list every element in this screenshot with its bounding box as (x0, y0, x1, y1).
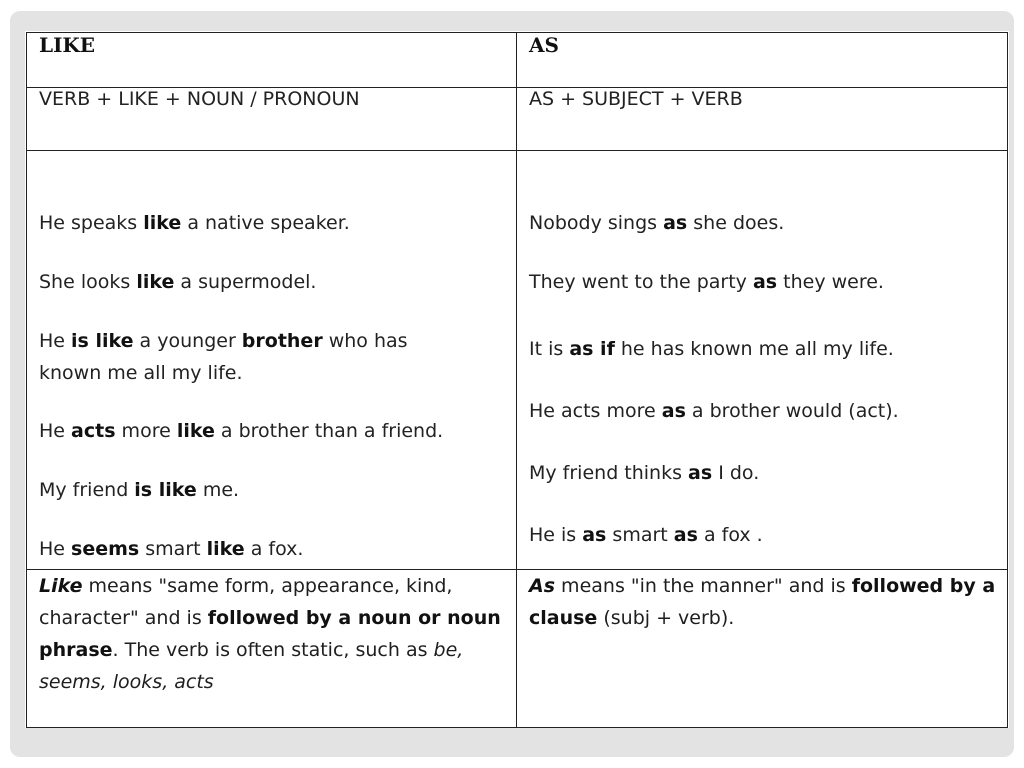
as-note: As means "in the manner" and is followed by a clause (subj + verb). (517, 570, 1008, 728)
as-example: They went to the party as they were. (529, 271, 884, 293)
as-example: Nobody sings as she does. (529, 212, 785, 234)
formula-row (27, 88, 1008, 151)
like-examples-cell (27, 151, 517, 570)
examples-row (27, 151, 1008, 570)
formula-like: VERB + LIKE + NOUN / PRONOUN (27, 88, 517, 151)
as-examples-cell (517, 151, 1008, 570)
like-note: Like means "same form, appearance, kind, character" and is followed by a noun or noun phrase. The verb is often static, such as be, seems, looks, acts (27, 570, 517, 728)
like-example: She looks like a supermodel. (39, 271, 317, 293)
like-example: He acts more like a brother than a friend. (39, 420, 444, 442)
formula-as: AS + SUBJECT + VERB (517, 88, 1008, 151)
like-example: He seems smart like a fox. (39, 538, 304, 560)
as-example: He acts more as a brother would (act). (529, 400, 899, 422)
notes-row (27, 570, 1008, 728)
header-as: AS (517, 33, 1008, 88)
as-example: It is as if he has known me all my life. (529, 338, 894, 360)
like-example: My friend is like me. (39, 479, 240, 501)
like-example: He is like a younger brother who has known me all my life. (39, 330, 408, 384)
as-example: My friend thinks as I do. (529, 462, 760, 484)
as-example: He is as smart as a fox . (529, 524, 763, 546)
like-vs-as-table (26, 32, 1008, 728)
header-row (27, 33, 1008, 88)
like-example: He speaks like a native speaker. (39, 212, 350, 234)
header-like: LIKE (27, 33, 517, 88)
